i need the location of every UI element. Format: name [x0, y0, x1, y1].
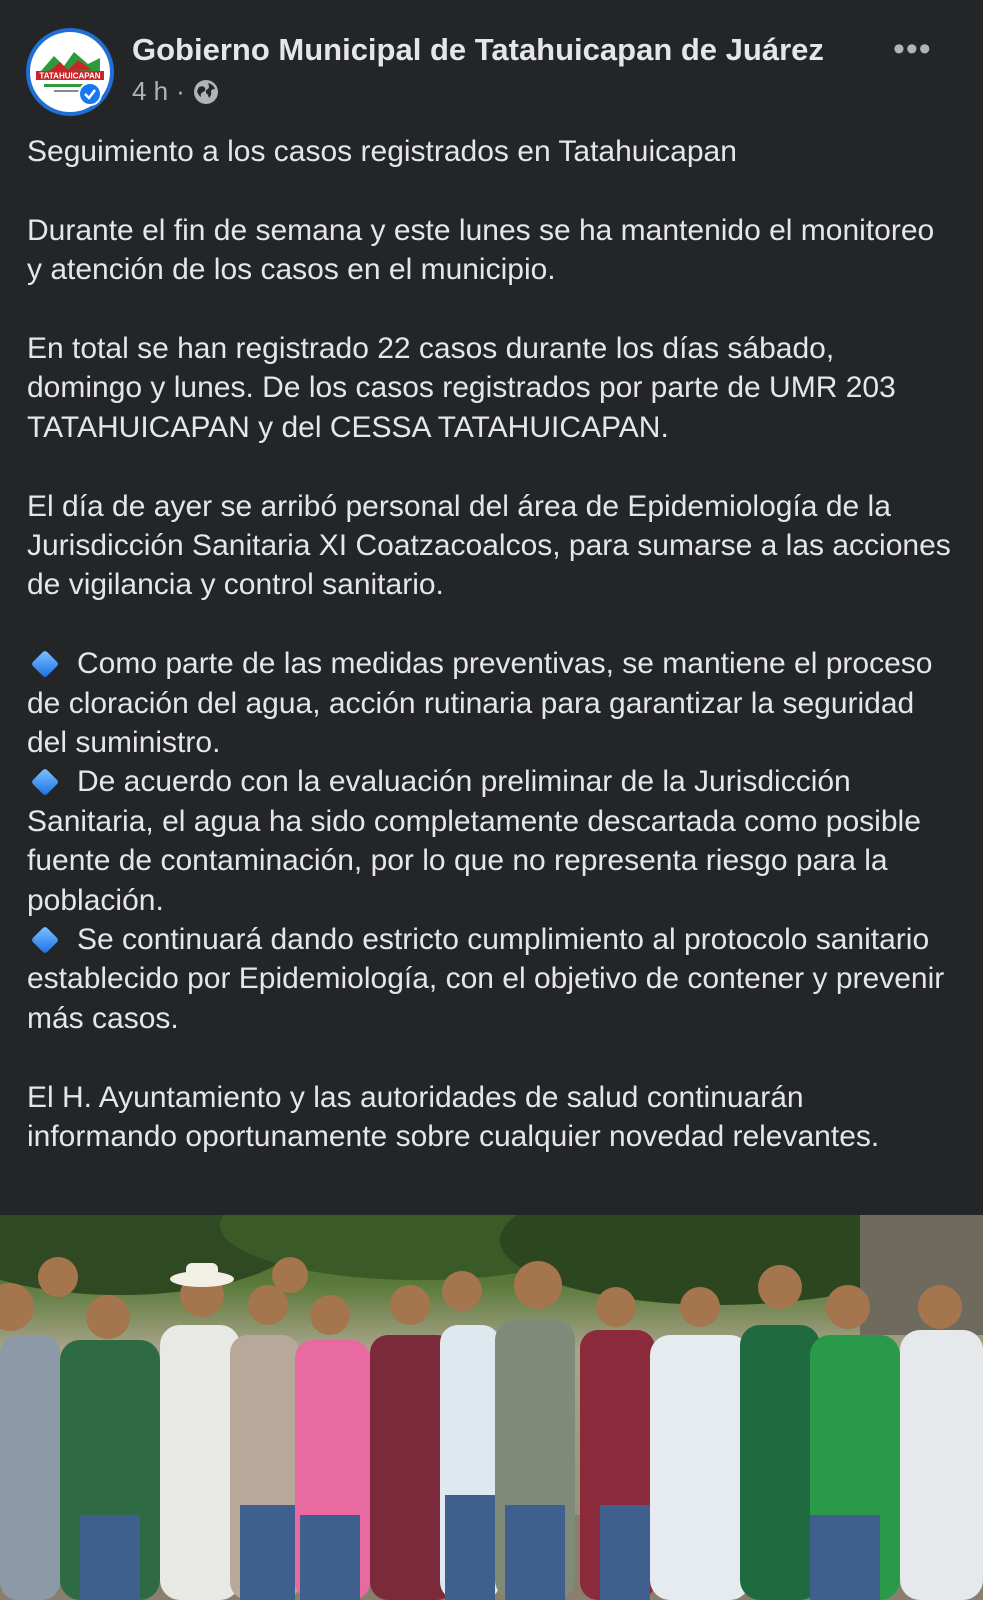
meta-separator: · — [176, 76, 185, 106]
blue-diamond-icon — [31, 650, 59, 678]
svg-text:TATAHUICAPAN: TATAHUICAPAN — [39, 71, 101, 81]
post-timestamp[interactable]: 4 h — [132, 76, 169, 106]
bullet-item — [27, 644, 957, 762]
more-options-icon[interactable]: ••• — [893, 30, 932, 68]
post-closing: El H. Ayuntamiento y las autoridades de salud continuarán informando oportunamente sobre cualquier novedad relevantes. — [27, 1080, 880, 1154]
post-header — [0, 0, 983, 118]
post-meta — [132, 76, 219, 107]
post-text — [27, 132, 957, 1156]
verified-badge-icon — [78, 82, 102, 106]
bullet-text: De acuerdo con la evaluación preliminar de la Jurisdicción Sanitaria, el agua ha sido completamente descartada como posible fuente de contaminación, por lo que no representa riesgo para la población. — [27, 765, 921, 917]
post-photo[interactable] — [0, 1215, 983, 1600]
group-photo-illustration — [0, 1215, 983, 1600]
page-name-link[interactable]: Gobierno Municipal de Tatahuicapan de Juárez — [132, 32, 824, 67]
globe-icon[interactable] — [193, 79, 219, 105]
post-title-line: Seguimiento a los casos registrados en Tatahuicapan — [27, 135, 737, 168]
bullet-item — [27, 762, 957, 920]
page-avatar[interactable] — [26, 28, 114, 116]
post-paragraph: El día de ayer se arribó personal del área de Epidemiología de la Jurisdicción Sanitaria XI Coatzacoalcos, para sumarse a las acciones de vigilancia y control sanitario. — [27, 489, 951, 602]
bullet-item — [27, 920, 957, 1038]
blue-diamond-icon — [31, 925, 59, 953]
bullet-text: Como parte de las medidas preventivas, se mantiene el proceso de cloración del agua, acción rutinaria para garantizar la seguridad del suministro. — [27, 647, 933, 760]
post-paragraph: En total se han registrado 22 casos durante los días sábado, domingo y lunes. De los casos registrados por parte de UMR 203 TATAHUICAPAN y del CESSA TATAHUICAPAN. — [27, 332, 896, 444]
bullet-text: Se continuará dando estricto cumplimiento al protocolo sanitario establecido por Epidemiología, con el objetivo de contener y prevenir más casos. — [27, 923, 945, 1035]
blue-diamond-icon — [31, 768, 59, 796]
post-paragraph: Durante el fin de semana y este lunes se ha mantenido el monitoreo y atención de los casos en el municipio. — [27, 213, 935, 287]
